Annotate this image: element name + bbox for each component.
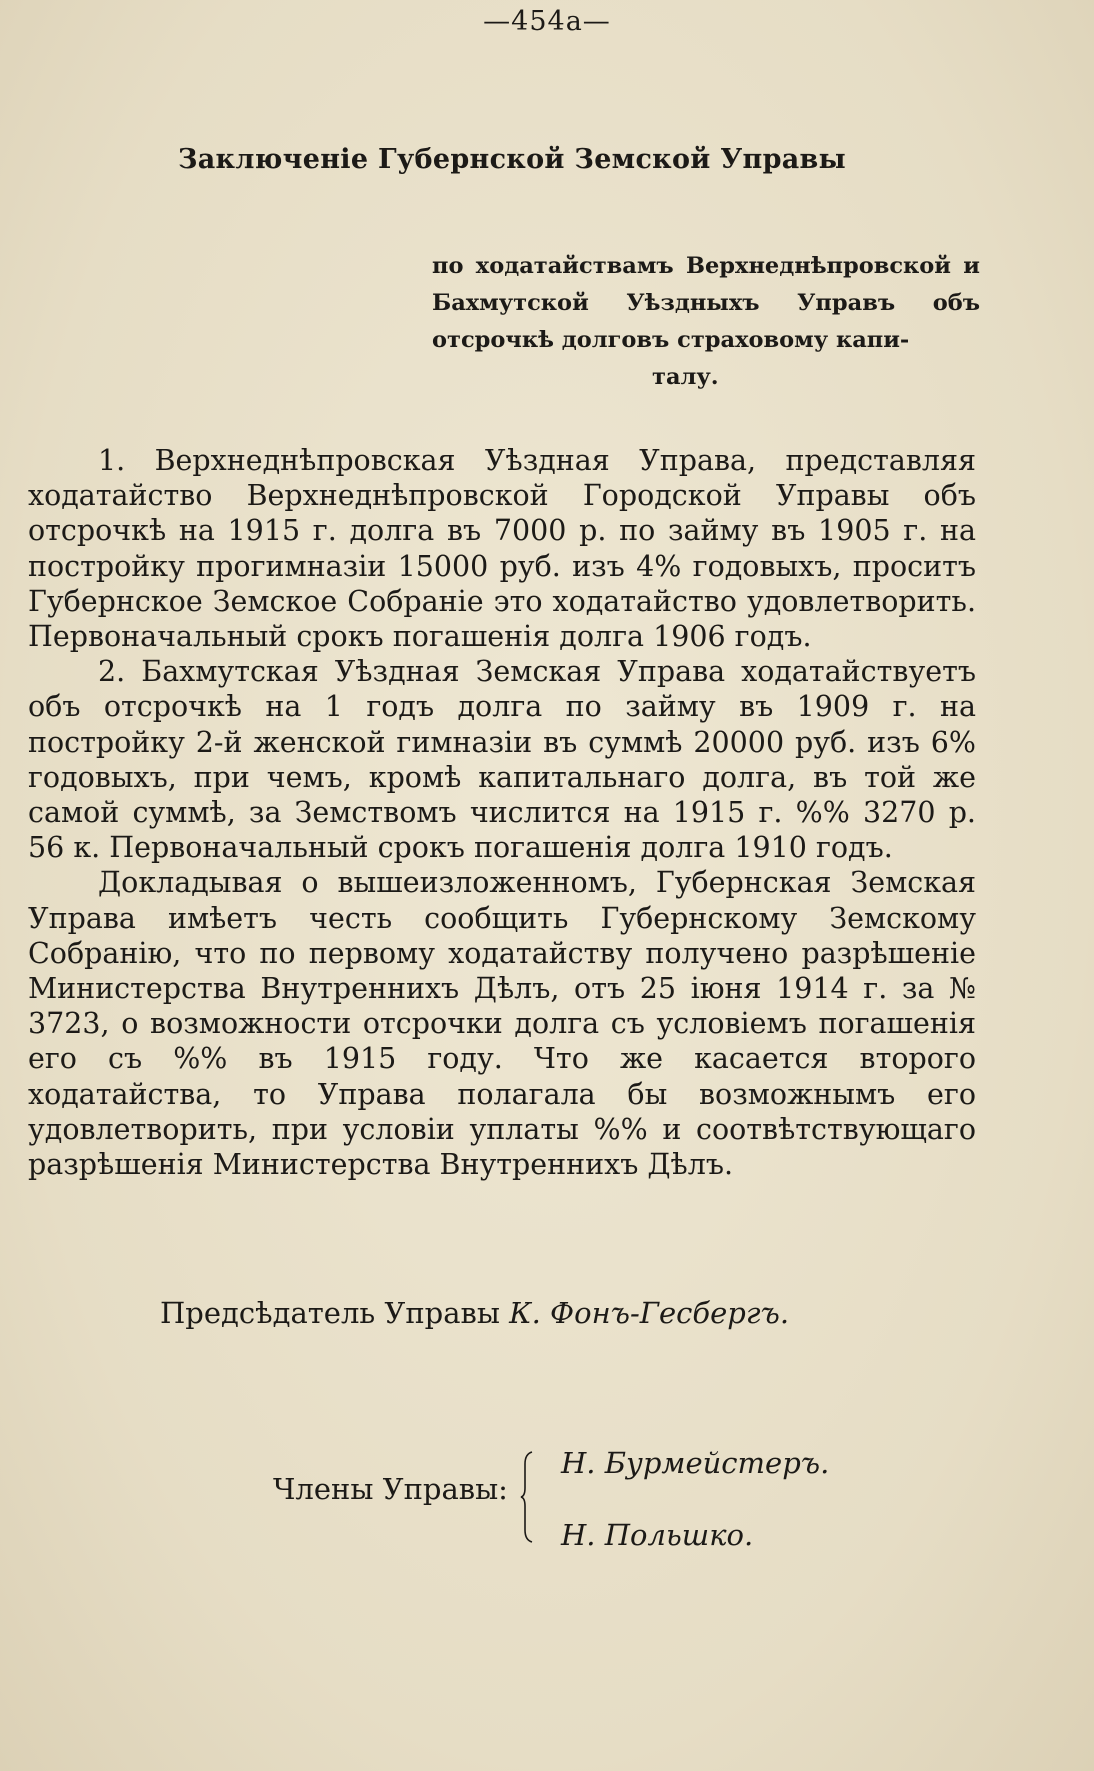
member-name-1: Н. Бурмейстеръ. (561, 1446, 830, 1480)
subtitle-text: по ходатайствамъ Верхнеднѣпровской и Бахмутской Уѣздныхъ Управъ объ отсрочкѣ долговъ страховому капи- (432, 253, 980, 353)
members-label: Члены Управы: (273, 1472, 508, 1506)
chairman-label: Предсѣдатель Управы (160, 1296, 500, 1330)
paragraph-1: 1. Верхнеднѣпровская Уѣздная Управа, представляя ходатайство Верхнеднѣпровской Городской Управы объ отсрочкѣ на 1915 г. долга въ 7000 р. по займу въ 1905 г. на постройку прогимназіи 15000 руб. изъ 4% годовыхъ, проситъ Губернское Земское Собраніе это ходатайство удовлетворить. Первоначальный срокъ погашенія долга 1906 годъ. (28, 444, 976, 654)
document-title: Заключеніе Губернской Земской Управы (177, 144, 846, 175)
chairman-name: К. Фонъ-Гесбергъ. (509, 1296, 790, 1330)
curly-brace-icon (520, 1450, 534, 1544)
page-number: —454а— (483, 6, 611, 37)
body-text (28, 443, 976, 1182)
member-name-2: Н. Польшко. (561, 1518, 754, 1552)
document-subtitle (432, 248, 980, 396)
paragraph-3: Докладывая о вышеизложенномъ, Губернская Земская Управа имѣетъ честь сообщить Губернскому Земскому Собранію, что по первому ходатайству получено разрѣшеніе Министерства Внутреннихъ Дѣлъ, отъ 25 іюня 1914 г. за № 3723, о возможности отсрочки долга съ условіемъ погашенія его съ %% въ 1915 году. Что же касается второго ходатайства, то Управа полагала бы возможнымъ его удовлетворить, при условіи уплаты %% и соотвѣтствующаго разрѣшенія Министерства Внутреннихъ Дѣлъ. (28, 866, 976, 1182)
paragraph-2: 2. Бахмутская Уѣздная Земская Управа ходатайствуетъ объ отсрочкѣ на 1 годъ долга по займу въ 1909 г. на постройку 2-й женской гимназіи въ суммѣ 20000 руб. изъ 6% годовыхъ, при чемъ, кромѣ капитальнаго долга, въ той же самой суммѣ, за Земствомъ числится на 1915 г. %% 3270 р. 56 к. Первоначальный срокъ погашенія долга 1910 годъ. (28, 655, 976, 865)
chairman-signature (160, 1296, 960, 1330)
subtitle-last-line: талу. (652, 364, 719, 390)
